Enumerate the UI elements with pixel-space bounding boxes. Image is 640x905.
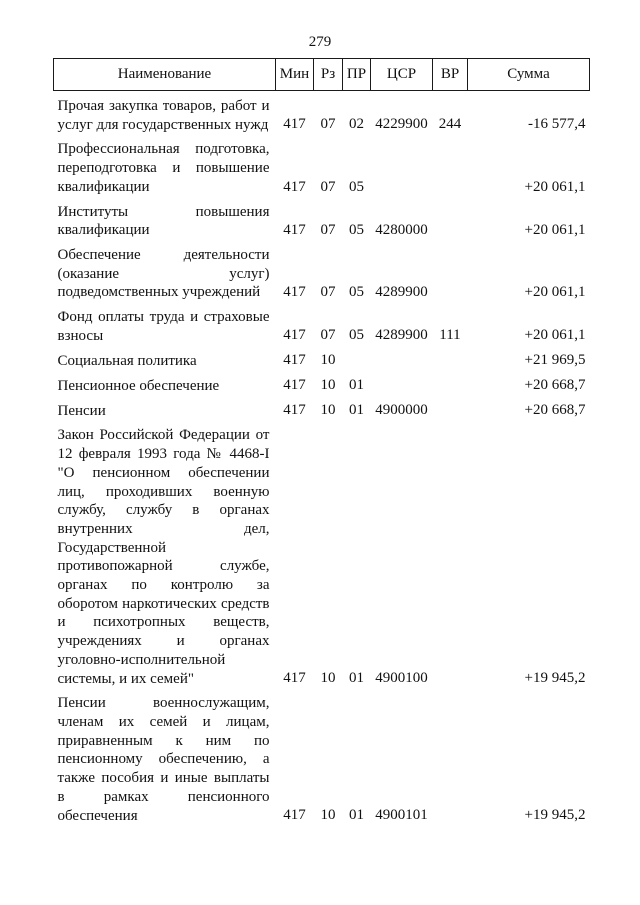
row-rz: 07 <box>320 284 336 301</box>
row-csr <box>371 370 433 395</box>
row-pr: 05 <box>349 284 364 301</box>
row-rz: 07 <box>320 327 336 344</box>
header-pr: ПР <box>343 59 371 91</box>
header-name: Наименование <box>54 59 276 91</box>
row-rz: 10 <box>320 807 336 824</box>
row-name: Пенсии <box>57 402 106 419</box>
header-sum: Сумма <box>468 59 590 91</box>
row-min: 417 <box>283 116 306 133</box>
row-pr: 05 <box>349 221 364 238</box>
table-row <box>54 240 590 302</box>
row-sum: +19 945,2 <box>524 807 586 824</box>
row-pr: 01 <box>349 402 364 419</box>
table-row <box>54 302 590 345</box>
row-vr <box>433 134 468 196</box>
row-vr <box>433 420 468 688</box>
row-pr: 01 <box>349 377 364 394</box>
row-name: Пенсии военнослужащим, членам их семей и лицам, приравненным к ним по пенсионному обеспечению, а также пособия и иные выплаты в рамках пенсионного обеспечения <box>57 695 270 824</box>
header-vr: ВР <box>433 59 468 91</box>
row-name: Институты повышения квалификации <box>57 203 270 239</box>
table-row <box>54 91 590 135</box>
row-sum: +20 668,7 <box>524 402 586 419</box>
row-name: Прочая закупка товаров, работ и услуг для государственных нужд <box>57 98 270 133</box>
table-row <box>54 345 590 370</box>
row-csr: 4280000 <box>375 221 428 238</box>
row-sum: +19 945,2 <box>524 670 586 687</box>
row-rz: 10 <box>320 670 336 687</box>
row-pr <box>343 345 371 370</box>
row-csr: 4229900 <box>375 116 428 133</box>
row-min: 417 <box>283 221 306 238</box>
row-sum: -16 577,4 <box>528 116 586 133</box>
table-row <box>54 370 590 395</box>
row-name: Фонд оплаты труда и страховые взносы <box>57 309 270 344</box>
row-rz: 10 <box>320 377 336 394</box>
row-vr: 244 <box>438 116 462 133</box>
row-csr: 4289900 <box>375 327 428 344</box>
row-min: 417 <box>283 377 306 394</box>
row-min: 417 <box>283 178 306 195</box>
header-min: Мин <box>276 59 314 91</box>
row-min: 417 <box>283 352 306 369</box>
row-csr: 4900100 <box>375 670 428 687</box>
table-row <box>54 420 590 688</box>
budget-table <box>53 58 590 825</box>
row-pr: 01 <box>349 670 364 687</box>
row-min: 417 <box>283 284 306 301</box>
row-vr <box>433 370 468 395</box>
row-min: 417 <box>283 807 306 824</box>
row-sum: +20 668,7 <box>524 377 586 394</box>
row-min: 417 <box>283 402 306 419</box>
row-pr: 01 <box>349 807 364 824</box>
row-name: Пенсионное обеспечение <box>57 377 220 394</box>
row-name: Обеспечение деятельности (оказание услуг) подведомственных учреждений <box>57 246 270 301</box>
row-vr <box>433 240 468 302</box>
row-name: Закон Российской Федерации от 12 февраля 1993 года № 4468-I "О пенсионном обеспечении лиц, проходивших военную службу, службу в органах внутренних дел, Государственной противопожарной службе, органах по контролю за оборотом наркотических средств и психотропных веществ, учреждениях и органах уголовно-исполнительной системы, и их семей" <box>57 427 270 687</box>
header-rz: Рз <box>314 59 343 91</box>
header-csr: ЦСР <box>371 59 433 91</box>
row-rz: 10 <box>320 402 336 419</box>
table-row <box>54 197 590 240</box>
row-sum: +20 061,1 <box>524 284 586 301</box>
row-min: 417 <box>283 670 306 687</box>
row-pr: 02 <box>349 116 364 133</box>
row-sum: +21 969,5 <box>524 352 586 369</box>
row-sum: +20 061,1 <box>524 327 586 344</box>
row-vr <box>433 395 468 420</box>
row-sum: +20 061,1 <box>524 178 586 195</box>
table-row <box>54 395 590 420</box>
row-rz: 07 <box>320 221 336 238</box>
row-name: Профессиональная подготовка, переподготовка и повышение квалификации <box>57 141 270 195</box>
row-vr <box>433 688 468 825</box>
row-csr <box>371 134 433 196</box>
row-min: 417 <box>283 327 306 344</box>
row-vr: 111 <box>439 327 461 344</box>
table-row <box>54 134 590 196</box>
row-csr: 4289900 <box>375 284 428 301</box>
table-row <box>54 688 590 825</box>
page-number: 279 <box>308 34 332 50</box>
row-pr: 05 <box>349 178 364 195</box>
row-rz: 07 <box>320 178 336 195</box>
row-rz: 07 <box>320 116 336 133</box>
row-csr: 4900101 <box>375 807 428 824</box>
row-vr <box>433 345 468 370</box>
row-pr: 05 <box>349 327 364 344</box>
row-vr <box>433 197 468 240</box>
row-name: Социальная политика <box>57 352 197 369</box>
row-rz: 10 <box>320 352 336 369</box>
row-csr: 4900000 <box>375 402 428 419</box>
row-sum: +20 061,1 <box>524 221 586 238</box>
row-csr <box>371 345 433 370</box>
table-header <box>54 59 590 91</box>
